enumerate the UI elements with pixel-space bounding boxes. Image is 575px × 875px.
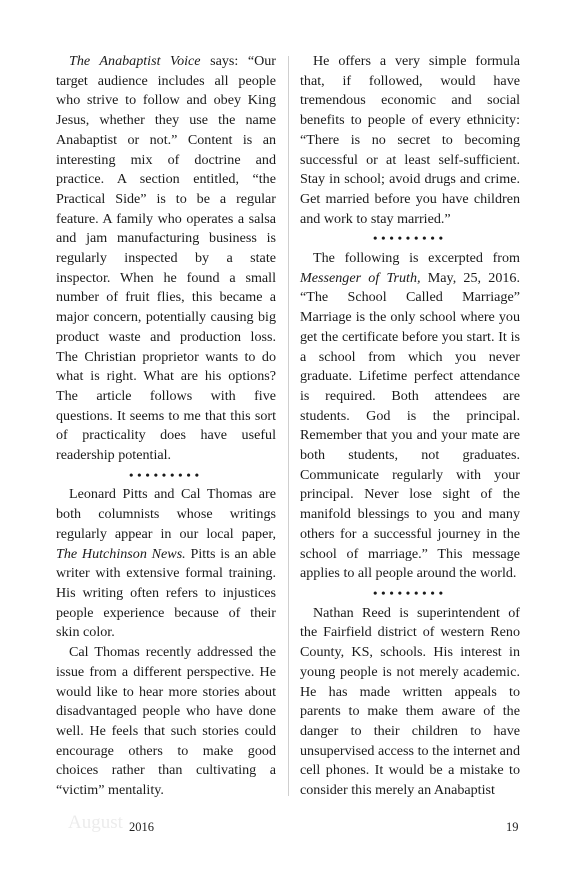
paragraph-anabaptist-voice <box>56 52 276 466</box>
section-separator: ••••••••• <box>373 585 447 600</box>
page-number: 19 <box>506 820 519 834</box>
paragraph-formula: He offers a very simple formula that, if followed, would have tremendous economic and social benefits to people of every ethnicity: “There is no secret to becoming successful or at least self-sufficient. Stay in school; avoid drugs and crime. Get married before you have children and work to stay married.” <box>300 53 520 227</box>
paragraph-text: Leonard Pitts and Cal Thomas are both columnists whose writings regularly appear in our local paper, <box>56 486 276 542</box>
paragraph-text: says: “Our target audience includes all people who strive to follow and obey King Jesus, whether they use the name Anabaptist or not.” Content is an interesting mix of doctrine and practice. A section entitled, “the Practical Side” is to be a regular feature. A family who operates a salsa and jam manufacturing business is regularly inspected by a state inspector. When he found a small number of fruit flies, this became a major concern, potentially causing big product waste and production loss. The Christian proprietor wants to do what is right. What are his options? The article follows with five questions. It seems to me that this sort of practicality does have useful readership potential. <box>56 53 276 464</box>
paragraph-text: The following is excerpted from <box>313 250 520 267</box>
footer-month: August <box>68 812 123 833</box>
publication-title: The Hutchinson News. <box>56 545 186 562</box>
paragraph-text: Pitts is an able writer with extensive formal training. His writing often refers to injustices people experience because of their skin color. <box>56 545 276 641</box>
left-column <box>56 52 276 801</box>
publication-title: Messenger of Truth, <box>300 269 421 286</box>
section-separator: ••••••••• <box>373 231 447 246</box>
publication-title: The Anabaptist Voice <box>69 53 201 69</box>
paragraph-pitts-thomas <box>56 485 276 643</box>
paragraph-text: May, 25, 2016. “The School Called Marriage” Marriage is the only school where you get the certificate before you start. It is a school from which you never graduate. Lifetime perfect attendance is required. Both attendees are students. God is the principal. Remember that you and your mate are both students, not graduates. Communicate regularly with your principal. Never lose sight of the manifold blessings to you and many others for a successful journey in the school of marriage.” This message applies to all people around the world. <box>300 269 520 582</box>
section-separator: ••••••••• <box>129 467 203 482</box>
paragraph-marriage-school <box>300 249 520 584</box>
paragraph-cal-thomas: Cal Thomas recently addressed the issue from a different perspective. He would like to hear more stories about disadvantaged people who have done well. He feels that such stories could encourage others to make good choices rather than cultivating a “victim” mentality. <box>56 644 276 799</box>
footer-year: 2016 <box>129 820 154 834</box>
right-column <box>300 52 520 801</box>
column-divider <box>288 56 289 796</box>
paragraph-nathan-reed: Nathan Reed is superintendent of the Fairfield district of western Reno County, KS, schools. His interest in young people is not merely academic. He has made written appeals to parents to make them aware of the danger to their children to have unsupervised access to the internet and cell phones. It would be a mistake to consider this merely an Anabaptist <box>300 604 520 799</box>
